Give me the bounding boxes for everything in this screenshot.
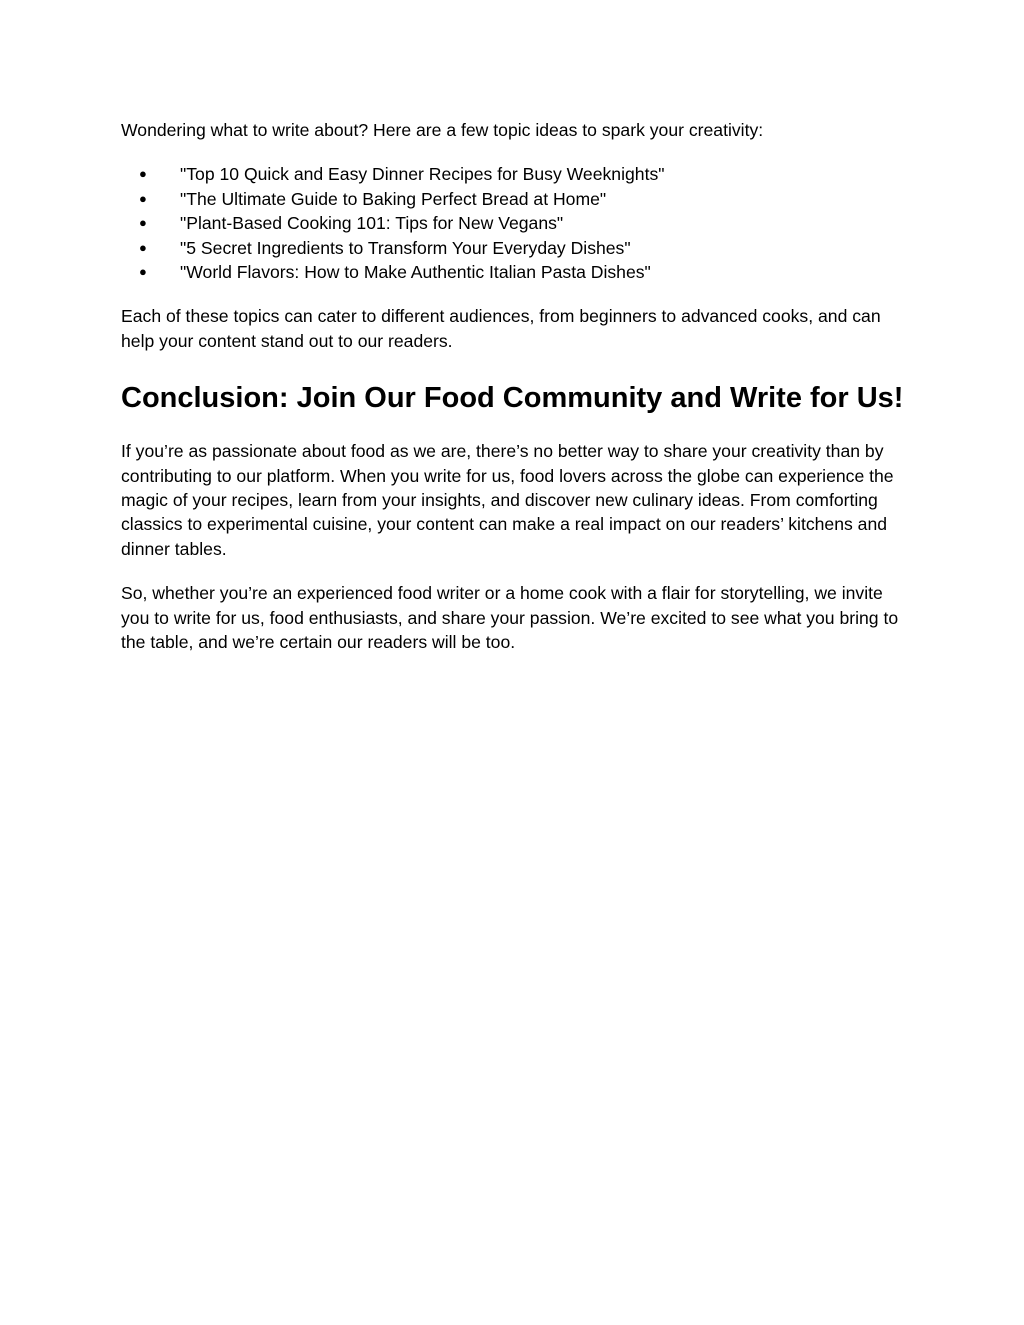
bullet-icon: ● xyxy=(139,239,147,255)
list-item xyxy=(121,236,911,260)
topic-label: "The Ultimate Guide to Baking Perfect Bread at Home" xyxy=(180,188,607,209)
list-item xyxy=(121,162,911,186)
topic-label: "Plant-Based Cooking 101: Tips for New Vegans" xyxy=(180,213,564,234)
conclusion-paragraph-2: So, whether you’re an experienced food writer or a home cook with a flair for storytelling, we invite you to write for us, food enthusiasts, and share your passion. We’re excited to see what you bring to the table, and we’re certain our readers will be too. xyxy=(121,583,899,653)
bullet-icon: ● xyxy=(139,190,147,206)
bullet-icon: ● xyxy=(139,166,147,182)
bullet-icon: ● xyxy=(139,264,147,280)
list-item xyxy=(121,211,911,235)
bullet-icon: ● xyxy=(139,215,147,231)
topic-label: "Top 10 Quick and Easy Dinner Recipes for Busy Weeknights" xyxy=(180,164,665,185)
list-item xyxy=(121,260,911,284)
topic-label: "World Flavors: How to Make Authentic Italian Pasta Dishes" xyxy=(180,262,651,283)
topic-label: "5 Secret Ingredients to Transform Your Everyday Dishes" xyxy=(180,237,631,258)
audience-paragraph: Each of these topics can cater to different audiences, from beginners to advanced cooks, and can help your content stand out to our readers. xyxy=(121,306,881,351)
document-body xyxy=(121,118,911,655)
topic-ideas-list xyxy=(121,162,911,284)
intro-paragraph: Wondering what to write about? Here are a few topic ideas to spark your creativity: xyxy=(121,120,764,140)
conclusion-heading: Conclusion: Join Our Food Community and Write for Us! xyxy=(121,382,904,415)
list-item xyxy=(121,187,911,211)
conclusion-paragraph-1: If you’re as passionate about food as we are, there’s no better way to share your creativity than by contributing to our platform. When you write for us, food lovers across the globe can experience the magic of your recipes, learn from your insights, and discover new culinary ideas. From comforting classics to experimental cuisine, your content can make a real impact on our readers’ kitchens and dinner tables. xyxy=(121,441,894,559)
